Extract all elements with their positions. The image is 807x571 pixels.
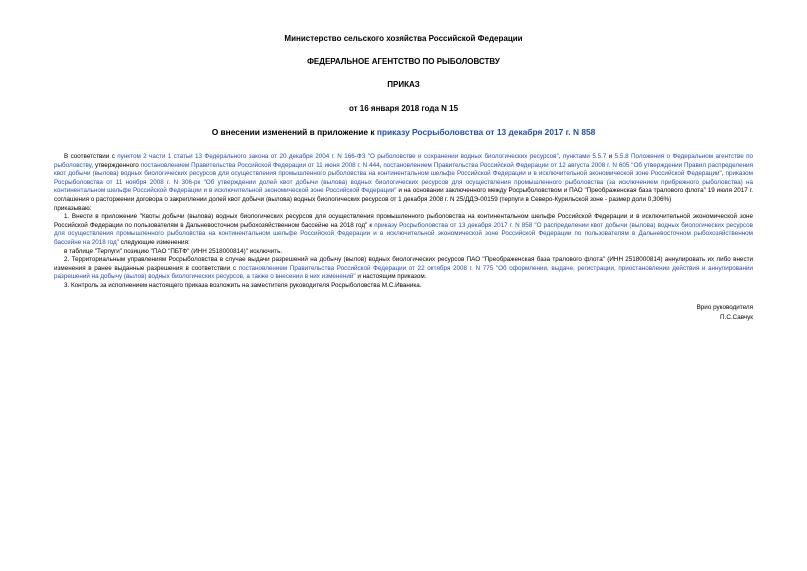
decree-444-link[interactable]: постановлением Правительства Российской Федерации от 11 июня 2008 г. N 444 — [140, 161, 380, 169]
order-306-link[interactable]: приказом Росрыболовства от 11 ноября 2008 г. N 306-рк "Об утверждении долей квот добычи (вылова) водных биологических ресурсов для осуществления промышленного рыболовства (за исключением прибрежного рыболовства) на континентальном шельфе Российской Федерации и в исключительной экономической зоне Российской Федерации" — [54, 170, 754, 195]
item-1-paragraph — [54, 213, 753, 247]
preamble-text: , утвержденного — [91, 161, 141, 169]
signature-block — [54, 303, 753, 323]
preamble-text: и на основании заключенного между Росрыболовством и ПАО "Преображенская база тралового флота" 19 июля 2017 г. соглашения о расторжении договора о закреплении долей квот добычи (вылова) водных биологических ресурсов от 1 декабря 2008 г. N 25/ДДЭ-00159 (терпуги в Северо-Курильской зоне - размер доли 0,306%) — [54, 187, 753, 203]
item-2-text: и настоящим приказом. — [355, 273, 427, 281]
decree-775-link[interactable]: постановлением Правительства Российской Федерации от 22 октября 2008 г. N 775 "Об оформлении, выдаче, регистрации, приостановлении действия и аннулировании разрешений на добычу (вылов) водных биологических ресурсов, а также о внесении в них изменений" — [54, 264, 754, 281]
document-subject — [54, 127, 753, 137]
ministry-name: Министерство сельского хозяйства Российской Федерации — [284, 34, 523, 43]
preamble-paragraph — [54, 153, 753, 205]
preamble-text: , — [379, 161, 384, 169]
item-1-text: следующие изменения: — [118, 238, 190, 246]
item-2-text: 2. Территориальным управлениям Росрыболовства в случае выдачи разрешений на добычу (вылов) водных биологических ресурсов ПАО "Преображенская база тралового флота" (ИНН 2518000814) аннулировать их либо внести изменения в ранее выданные разрешения в соответствии с — [54, 256, 753, 272]
preamble-text: и — [606, 153, 615, 160]
signatory-name: П.С.Савчук — [720, 313, 753, 321]
order-858-link[interactable]: приказу Росрыболовства от 13 декабря 2017 г. N 858 "О распределении квот добычи (вылова) водных биологических ресурсов для осуществления промышленного рыболовства на континентальном шельфе Российской Федерации и в исключительной экономической зоне Российской Федерации по пользователям в Дальневосточном рыбохозяйственном бассейне на 2018 год" — [54, 221, 753, 246]
item-1-text: 1. Внести в приложение "Квоты добычи (вылова) водных биологических ресурсов для осуществления промышленного рыболовства на континентальном шельфе Российской Федерации и в исключительной экономической зоне Российской Федерации по пользователям в Дальневосточном рыбохозяйственном бассейне на 2018 год" к — [54, 213, 753, 229]
subject-prefix: О внесении изменений в приложение к — [211, 127, 377, 137]
preamble-text: , — [558, 153, 563, 160]
document-date-number: от 16 января 2018 года N 15 — [348, 104, 459, 113]
order-word: приказываю: — [54, 204, 92, 212]
clause-557-link[interactable]: пунктами 5.5.7 — [562, 153, 607, 160]
item-3-paragraph: 3. Контроль за исполнением настоящего приказа возложить на заместителя руководителя Росрыболовства М.С.Иваника. — [64, 281, 422, 289]
document-type: ПРИКАЗ — [387, 80, 420, 89]
preamble-text: , — [721, 170, 726, 178]
clause-558-link[interactable]: 5.5.8 Положения о Федеральном агентстве по рыболовству — [54, 153, 754, 169]
agency-name: ФЕДЕРАЛЬНОЕ АГЕНТСТВО ПО РЫБОЛОВСТВУ — [307, 57, 500, 66]
item-1-subitem: в таблице "Терпуги" позицию "ПАО "ПБТФ" (ИНН 2518000814)" исключить. — [64, 247, 283, 255]
preamble-text: В соответствии с — [64, 153, 118, 160]
document-body — [54, 153, 753, 291]
law-166-link[interactable]: пунктом 2 части 1 статьи 13 Федерального закона от 20 декабря 2004 г. N 166-ФЗ "О рыболовстве и сохранении водных биологических ресурсов" — [117, 153, 559, 160]
subject-link[interactable]: приказу Росрыболовства от 13 декабря 2017 г. N 858 — [376, 127, 596, 137]
item-2-paragraph — [54, 256, 753, 282]
decree-605-link[interactable]: постановлением Правительства Российской Федерации от 12 августа 2008 г. N 605 "Об утверждении Правил распределения квот добычи (вылова) водных биологических ресурсов для осуществления промышленного рыболовства на континентальном шельфе Российской Федерации и в исключительной экономической зоне Российской Федерации" — [54, 161, 753, 178]
signatory-position: Врио руководителя — [696, 303, 753, 311]
